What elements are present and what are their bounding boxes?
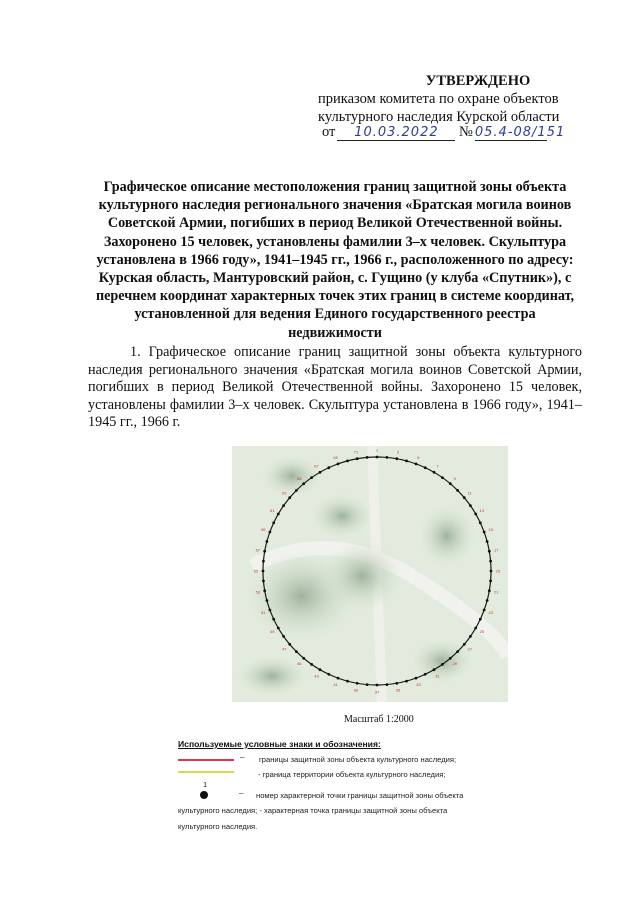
description-paragraph (88, 344, 582, 432)
boundary-point-label: 59 (261, 527, 266, 533)
boundary-point (486, 540, 489, 543)
boundary-point-label: 3 (396, 449, 400, 455)
boundary-point-label: 37 (374, 689, 380, 695)
boundary-point (310, 663, 313, 666)
boundary-point-label: 23 (488, 609, 493, 615)
legend-red-line (178, 759, 234, 761)
number-prefix: № (459, 124, 473, 140)
boundary-point (449, 482, 452, 485)
boundary-point-label: 63 (282, 490, 287, 496)
boundary-point (263, 550, 266, 553)
boundary-point (327, 466, 330, 469)
boundary-point (269, 531, 272, 534)
boundary-point (486, 599, 489, 602)
boundary-point (405, 460, 408, 463)
boundary-point (449, 657, 452, 660)
boundary-point (319, 471, 322, 474)
date-prefix: от (322, 124, 336, 140)
legend-point-number-symbol: 1 (203, 780, 208, 789)
boundary-point-label: 65 (296, 475, 302, 481)
boundary-point-label: 13 (479, 508, 485, 513)
boundary-point (302, 657, 305, 660)
vegetation (419, 506, 475, 566)
boundary-point (463, 643, 466, 646)
legend-dash-3: – (239, 788, 244, 798)
boundary-point (266, 599, 269, 602)
paragraph-text: 1. Графическое описание границ защитной зоны объекта культурного наследия регионального значения «Братская могила воинов Советской Армии, погибших в период Великой Отечественной войны. Захоронено 15 человек, установлены фамилии 3–х человек. Скульптура установлена в 1966 году», 1941–1945 гг., 1966 г. (88, 344, 582, 430)
legend-yellow-line (178, 771, 234, 773)
boundary-point-label: 19 (495, 568, 501, 574)
boundary-point (463, 496, 466, 499)
boundary-point (262, 580, 265, 583)
boundary-point (395, 457, 398, 460)
boundary-point (288, 496, 291, 499)
approval-line-1: приказом комитета по охране объектов (318, 91, 559, 107)
boundary-point-label: 31 (435, 673, 440, 679)
boundary-point (489, 580, 492, 583)
boundary-point (356, 682, 359, 685)
boundary-point (441, 663, 444, 666)
boundary-point-label: 35 (395, 687, 401, 693)
boundary-point (376, 684, 379, 687)
boundary-point (474, 627, 477, 630)
boundary-point (295, 489, 298, 492)
approval-line-2: культурного наследия Курской области (318, 109, 560, 125)
boundary-point-label: 51 (261, 609, 266, 615)
boundary-point (483, 531, 486, 534)
boundary-point-label: 33 (416, 682, 421, 688)
boundary-point (424, 673, 427, 676)
boundary-point-label: 1 (375, 447, 379, 453)
boundary-point (488, 550, 491, 553)
boundary-point (469, 635, 472, 638)
boundary-point (310, 476, 313, 479)
boundary-point-label: 21 (493, 589, 499, 595)
boundary-point (282, 635, 285, 638)
legend-item-1: границы защитной зоны объекта культурного наследия; (259, 755, 457, 764)
handwritten-date: 10.03.2022 (337, 125, 455, 141)
legend-title: Используемые условные знаки и обозначения: (178, 739, 381, 749)
boundary-point (337, 463, 340, 466)
boundary-point-label: 41 (333, 682, 338, 688)
boundary-point (376, 456, 379, 459)
boundary-point (319, 668, 322, 671)
boundary-point (386, 683, 389, 686)
legend-item-3-cont: культурного наследия; - характерная точка границы защитной зоны объекта (178, 806, 448, 815)
boundary-point-label: 45 (296, 661, 302, 667)
boundary-point (415, 677, 418, 680)
boundary-point (490, 570, 493, 573)
boundary-point (456, 489, 459, 492)
boundary-point (433, 471, 436, 474)
boundary-point-label: 25 (479, 629, 485, 634)
boundary-point-label: 57 (255, 547, 261, 553)
boundary-point-label: 67 (314, 463, 319, 469)
boundary-point (469, 504, 472, 507)
boundary-point (395, 682, 398, 685)
boundary-point-label: 53 (255, 589, 261, 595)
boundary-point (405, 680, 408, 683)
boundary-point (424, 466, 427, 469)
boundary-point (366, 456, 369, 459)
boundary-point (263, 589, 266, 592)
boundary-point-label: 71 (353, 449, 359, 455)
boundary-point (489, 560, 492, 563)
map-scale: Масштаб 1:2000 (344, 714, 414, 725)
boundary-point (433, 668, 436, 671)
boundary-point (266, 540, 269, 543)
boundary-point-label: 17 (493, 547, 499, 553)
boundary-point (272, 618, 275, 621)
boundary-point-label: 27 (467, 646, 472, 652)
approval-block (318, 72, 618, 126)
boundary-point (277, 513, 280, 516)
boundary-point-label: 9 (453, 475, 456, 481)
boundary-point (327, 673, 330, 676)
approval-signature-row (322, 124, 622, 141)
boundary-point (346, 460, 349, 463)
legend-item-3: номер характерной точки границы защитной зоны объекта (256, 791, 464, 800)
boundary-point (288, 643, 291, 646)
boundary-point-label: 5 (417, 454, 420, 460)
boundary-point (456, 650, 459, 653)
boundary-point-label: 47 (282, 646, 287, 652)
legend-point-dot (200, 791, 208, 799)
approval-heading: УТВЕРЖДЕНО (425, 73, 531, 89)
boundary-point-label: 7 (436, 463, 439, 469)
boundary-point (295, 650, 298, 653)
document-title: Графическое описание местоположения границ защитной зоны объекта культурного наследия регионального значения «Братская могила воинов Советской Армии, погибших в период Великой Отечественной войны. Захоронено 15 человек, установлены фамилии 3–х человек. Скульптура установлена в 1966 году», 1941–1945 гг., 1966 г., расположенного по адресу: Курская область, Мантуровский район, с. Гущино (у клуба «Спутник»), с перечнем координат характерных точек этих границ в системе координат, установленной для ведения Единого государственного реестра недвижимости (95, 179, 575, 341)
boundary-point (356, 457, 359, 460)
boundary-point-label: 11 (467, 490, 472, 496)
boundary-point (488, 589, 491, 592)
boundary-point (366, 683, 369, 686)
boundary-point-label: 49 (269, 629, 275, 634)
boundary-point (441, 476, 444, 479)
boundary-point-label: 15 (488, 527, 493, 533)
legend-item-3-end: культурного наследия. (178, 822, 258, 831)
boundary-point (262, 570, 265, 573)
boundary-point-label: 55 (253, 568, 259, 574)
boundary-point-label: 39 (353, 687, 359, 693)
boundary-point (272, 521, 275, 524)
boundary-point (269, 609, 272, 612)
vegetation (322, 541, 402, 611)
boundary-point (282, 504, 285, 507)
vegetation (312, 494, 372, 538)
boundary-point (277, 627, 280, 630)
legend-dash-1: – (240, 752, 245, 762)
boundary-point (337, 677, 340, 680)
boundary-point (386, 456, 389, 459)
boundary-point (415, 463, 418, 466)
handwritten-number: 05.4-08/151 (474, 125, 566, 140)
boundary-point-label: 69 (333, 454, 338, 460)
boundary-point (302, 482, 305, 485)
boundary-point (483, 609, 486, 612)
boundary-point (479, 521, 482, 524)
boundary-point (262, 560, 265, 563)
legend-item-2: - граница территории объекта культурного наследия; (258, 770, 446, 779)
boundary-point (474, 513, 477, 516)
boundary-point (479, 618, 482, 621)
boundary-point-label: 43 (314, 673, 319, 679)
boundary-point (346, 680, 349, 683)
boundary-point-label: 61 (269, 508, 275, 513)
zone-map (232, 446, 508, 702)
boundary-point-label: 29 (452, 661, 458, 667)
